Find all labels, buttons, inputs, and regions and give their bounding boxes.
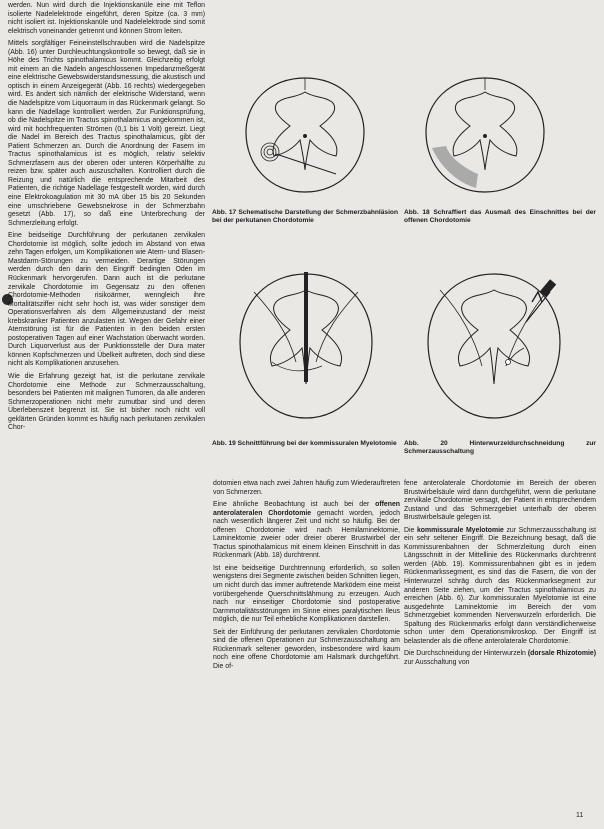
paragraph [404, 527, 596, 647]
text-run: Eine ähnliche Beobachtung ist auch bei der [213, 501, 376, 509]
term-dorsal-rhizotomy: (dorsale Rhizotomie) [527, 650, 596, 658]
paragraph: Ist eine beidseitige Durchtrennung erforderlich, so sollen wenigstens drei Segmente zwischen beiden Schnitten liegen, um nicht durch das immer auftretende Marködem eine meist vorübergehende Querschnittslähmung zu erzeugen. Auch nach nur einseitiger Chordotomie sind postoperative Darmmotalitätsstörungen im Sinne eines paralytischen Ileus möglich, die nur Teil erhebliche Komplikationen darstellen. [213, 564, 400, 624]
paragraph: werden. Nun wird durch die Injektionskanüle eine mit Teflon isolierte Nadelelektrode eingeführt, deren Spitze (ca. 3 mm) nicht isoliert ist. Injektionskanüle und Nadelelektrode sind somit elektrisch voneinander getrennt und können Strom leiten. [8, 2, 205, 35]
term-open-chordotomy: offenen anterolateralen Chordotomie [213, 501, 400, 517]
caption-figure-17: Abb. 17 Schematische Darstellung der Schmerzbahnläsion bei der perkutanen Chordotomie [212, 209, 398, 224]
figure-17-spinal-cord-lesion [240, 70, 370, 200]
figure-18-open-chordotomy [420, 70, 550, 200]
paragraph: Mittels sorgfältiger Feineinstellschrauben wird die Nadelspitze (Abb. 16) unter Durchleuchtungskontrolle so bewegt, daß sie in Höhe des Trichts spinothalamicus kommt. Gleichzeitig erfolgt mit einem an die Nadeln angeschlossenen Impedanzmeßgerät eine elektrische Gewebswiderstandsmessung, die akustisch und optisch in einem Anzeigegerät (Abb. 16 rechts) wiedergegeben wird. Es ändert sich nämlich der elektrische Widerstand, wenn die Nadelspitze vom Liquorraum in das Rückenmark gelangt. So kann die Nadellage kontrolliert werden. Zur Funktionsprüfung, ob die Nadelspitze im Tractus spinothalamicus angekommen ist, wird mit hochfrequenten Strömen (0,1 bis 1 Volt) gereizt. Liegt die Nadel im Bereich des Tractus spinothalamicus, gibt der Patient Schmerzen an. Durch die Anordnung der Fasern im Tractus spinothalamicus ist es möglich, relativ selektiv Schmerzfasern aus der oberen oder unteren Körperhälfte zu reizen bzw. später auch auszuschalten. Kontrolliert durch die Reizung und natürlich die entsprechende Mitarbeit des Patienten, die richtige Nadellage festgestellt worden, wird durch eine Elektrokoagulation mit 30 mA über 15 bis 20 Sekunden eine umschriebene Gewebsnekrose in der Schmerzbahn gesetzt (Abb. 17), so daß eine Unterbrechung der Schmerzleitung erfolgt. [8, 40, 205, 227]
paragraph: fene anterolaterale Chordotomie im Bereich der oberen Brustwirbelsäule wird dann durchgeführt, wenn die perkutane zervikale Chordotomie versagt, der Patient in entsprechendem Zustand und das Schmerzgebiet unterhalb der oberen Brustwirbelsäule gelegen ist. [404, 480, 596, 522]
paragraph [404, 650, 596, 667]
term-commissural-myelotomy: kommissurale Myelotomie [416, 526, 504, 534]
figure-20-dorsal-rhizotomy [420, 262, 568, 432]
middle-text-column [213, 480, 400, 675]
paragraph: Wie die Erfahrung gezeigt hat, ist die perkutane zervikale Chordotomie eine Methode zur Schmerzausschaltung, besonders bei Patienten mit malignen Tumoren, da alle anderen Schmerzoperationen nicht mehr zumutbar sind und deren Überlebenszeit begrenzt ist. Sie ist bisher noch nicht voll geklärten Gründen kommt es häufig nach perkutanen zervikalen Chor- [8, 372, 205, 432]
paragraph: Seit der Einführung der perkutanen zervikalen Chordotomie sind die offenen Operationen zur Schmerzausschaltung am Rückenmark seltener geworden, insbesondere wird kaum noch eine offene Chordotomie am Halsmark durchgeführt. Die of- [213, 628, 400, 670]
caption-figure-18: Abb. 18 Schraffiert das Ausmaß des Einschnittes bei der offenen Chordotomie [404, 209, 596, 224]
page-number: 11 [576, 812, 584, 819]
left-text-column [8, 2, 205, 437]
text-run: gemacht worden, jedoch nach wesentlich längerer Zeit und nicht so häufig. Bei der offenen Chordotomie wird nach Hemilaminektomie, Laminektomie zweier oder dreier oberer Brustwirbel der Tractus spinothalamicus mit einem kleinen Einschnitt in das Rückenmark (Abb. 18) durchtrennt. [213, 509, 400, 560]
text-run: zur Schmerzausschaltung ist ein sehr seltener Eingriff. Die Bezeichnung besagt, daß die Kommissurenbahnen der Schmerzleitung durch einen Längsschnitt in der Mittellinie des Rückenmarks durchtrennt werden (Abb. 19). Kommissurenbahnen gibt es in jedem Rückenmarkssegment, es sind das die Fasern, die von der Hinterwurzel schräg durch das Rückenmarksegment zur anderen Seite ziehen, um der Tractus spinothalamicus zu erreichen (Abb. 6). Zur kommissuralen Myelotomie ist eine ausgedehnte Laminektomie im Bereich der vom Schmerzgebiet kommenden Nervenwurzeln erforderlich. Die Spaltung des Rückenmarks erfolgt dann verständlicherweise schon unter dem Operationsmikroskop. Der Eingriff ist belastender als die offene anterolaterale Chordotomie. [404, 526, 596, 645]
figure-19-commissural-myelotomy [232, 262, 380, 432]
text-run: Die [404, 526, 417, 534]
paragraph: Eine beidseitige Durchführung der perkutanen zervikalen Chordotomie ist möglich, sollte jedoch im Abstand von etwa zehn Tagen erfolgen, um Komplikationen wie Atem- und Blasen-Mastdarm-Störungen zu vermeiden. Derartige Störungen werden durch den darin den Eingriff bedingten Oden im Rückenmark hervorgerufen. Dann auch ist die perkutane zervikale Chordotomie im Gegensatz zu den offenen Chordotomie-Methoden risikoärmer, wenngleich ihre Mortalitätsziffer nicht sehr hoch ist, was wider sonstiger dem Operationsverfahren als dem Allgemeinzustand der meist krebskranker Patienten anzulasten ist. Wegen der Gefahr einer Atemstörung ist für die Patienten in den beiden ersten postoperativen Tagen auf einer Wachstation überwacht worden. Durch Liquorverlust aus der Punktionsstelle der Dura mater können Kopfschmerzen und Übelkeit auftreten, doch sind diese nicht als Komplikationen anzusehen. [8, 232, 205, 368]
paragraph [213, 501, 400, 561]
caption-figure-19: Abb. 19 Schnittführung bei der kommissuralen Myelotomie [212, 440, 397, 447]
text-run: zur Ausschaltung von [404, 658, 470, 666]
right-text-column [404, 480, 596, 671]
caption-figure-20: Abb. 20 Hinterwurzeldurchschneidung zur Schmerzausschaltung [404, 440, 596, 455]
text-run: Die Durchschneidung der Hinterwurzeln [404, 650, 528, 658]
paragraph: dotomien etwa nach zwei Jahren häufig zum Wiederauftreten von Schmerzen. [213, 480, 400, 496]
